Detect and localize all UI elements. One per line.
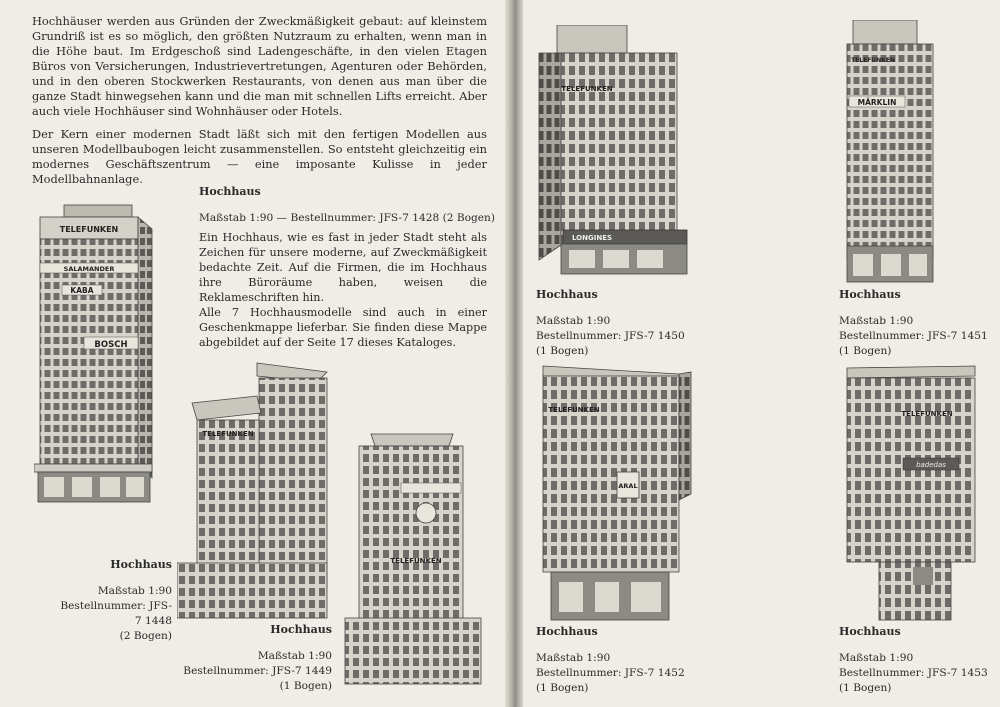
building-1453-illustration [843, 362, 983, 624]
intro-paragraph-2: Der Kern einer modernen Stadt läßt sich mit den fertigen Modellen aus unseren Modellbaubogen leicht zusammenstellen. So entsteht gleichzeitig ein modernes Geschäftszentrum — eine imposante Kulisse in jeder Modellbahnanlage. [32, 127, 487, 186]
model-1449-caption [180, 622, 332, 694]
main-model-description-2: Alle 7 Hochhausmodelle sind auch in einer Geschenkmappe lieferbar. Sie finden diese Mappe abgebildet auf der Seite 17 dieses Kataloges. [199, 306, 487, 349]
building-1452-illustration [539, 362, 694, 624]
building-1452-sign-2: ARAL [618, 482, 638, 490]
model-1452-sheets: (1 Bogen) [536, 682, 589, 694]
book-gutter [505, 0, 523, 707]
model-1452-order: Bestellnummer: JFS-7 1452 [536, 667, 685, 679]
building-1449-illustration [341, 428, 486, 690]
model-1453-order: Bestellnummer: JFS-7 1453 [839, 667, 988, 679]
model-1449-sheets: (1 Bogen) [279, 680, 332, 692]
model-1448-order: Bestellnummer: JFS-7 1448 [60, 600, 172, 627]
building-1428-sign-salamander: SALAMANDER [63, 265, 115, 273]
building-1450-sign-2: LONGINES [571, 234, 613, 242]
model-1450-caption [536, 287, 706, 359]
building-1451-illustration [843, 20, 938, 288]
model-1450-scale: Maßstab 1:90 [536, 315, 611, 327]
model-1453-sheets: (1 Bogen) [839, 682, 892, 694]
building-1449-sign: TELEFUNKEN [390, 557, 442, 565]
model-1450-heading: Hochhaus [536, 288, 598, 301]
building-1428-sign-bosch: BOSCH [94, 340, 128, 350]
model-1448-scale: Maßstab 1:90 [97, 585, 172, 597]
building-1428-illustration [34, 203, 159, 508]
model-1452-scale: Maßstab 1:90 [536, 652, 611, 664]
model-1453-scale: Maßstab 1:90 [839, 652, 914, 664]
intro-text [32, 14, 487, 195]
model-1453-caption [839, 624, 994, 696]
building-1450-illustration [537, 25, 692, 280]
building-1451-sign-2: MÄRKLIN [857, 98, 897, 107]
main-model-meta: Maßstab 1:90 — Bestellnummer: JFS-7 1428 (2 Bogen) [199, 212, 495, 224]
model-1452-caption [536, 624, 706, 696]
model-1451-scale: Maßstab 1:90 [839, 315, 914, 327]
model-1450-order: Bestellnummer: JFS-7 1450 [536, 330, 685, 342]
building-1448-illustration [177, 358, 332, 620]
building-1428-sign-kaba: KABA [70, 286, 94, 295]
model-1451-order: Bestellnummer: JFS-7 1451 [839, 330, 988, 342]
model-1448-sheets: (2 Bogen) [119, 630, 172, 642]
building-1428-sign-top: TELEFUNKEN [59, 225, 119, 234]
building-1452-sign: TELEFUNKEN [548, 406, 600, 414]
model-1448-heading: Hochhaus [110, 558, 172, 571]
model-1450-sheets: (1 Bogen) [536, 345, 589, 357]
main-model-description [199, 230, 487, 350]
building-1453-sign: TELEFUNKEN [901, 410, 953, 418]
model-1452-heading: Hochhaus [536, 625, 598, 638]
building-1448-sign: TELEFUNKEN [202, 430, 254, 438]
building-1450-sign: TELEFUNKEN [561, 85, 613, 93]
model-1451-sheets: (1 Bogen) [839, 345, 892, 357]
main-model-description-1: Ein Hochhaus, wie es fast in jeder Stadt steht als Zeichen für unsere moderne, auf Zweckmäßigkeit bedachte Zeit. Auf die Firmen, die im Hochhaus ihre Büroräume haben, weisen die Reklameschriften hin. [199, 231, 487, 304]
building-1451-sign: TELEFUNKEN [851, 57, 895, 64]
model-1449-scale: Maßstab 1:90 [257, 650, 332, 662]
intro-paragraph-1: Hochhäuser werden aus Gründen der Zweckmäßigkeit gebaut: auf kleinstem Grundriß ist es so möglich, den größten Nutzraum zu erhalten, wenn man in die Höhe baut. Im Erdgeschoß sind Ladengeschäfte, in den vielen Etagen Büros von Versicherungen, Industrievertretungen, Agenturen oder Behörden, und in den oberen Stockwerken Restaurants, von denen aus man über die ganze Stadt hinwegsehen kann und die man mit schnellen Lifts erreicht. Aber auch viele Hochhäuser sind Wohnhäuser oder Hotels. [32, 14, 487, 118]
model-1451-heading: Hochhaus [839, 288, 901, 301]
model-1449-heading: Hochhaus [270, 623, 332, 636]
main-model-caption [199, 184, 499, 226]
main-model-heading: Hochhaus [199, 185, 261, 198]
model-1453-heading: Hochhaus [839, 625, 901, 638]
model-1451-caption [839, 287, 994, 359]
model-1449-order: Bestellnummer: JFS-7 1449 [183, 665, 332, 677]
model-1448-caption [60, 557, 172, 644]
building-1453-sign-2: badedas [916, 461, 946, 469]
